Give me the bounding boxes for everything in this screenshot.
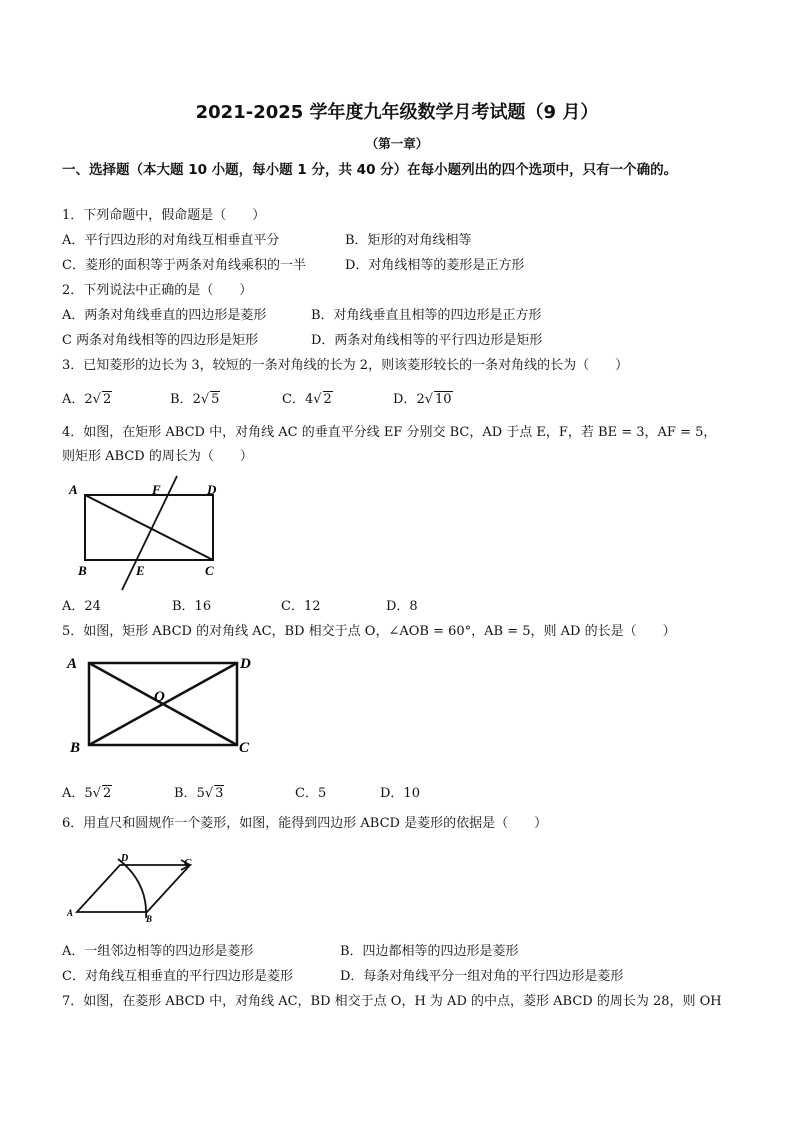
label-o: O [154,689,165,705]
sqrt-icon: √ [92,786,101,801]
q7-stem: 7．如图，在菱形 ABCD 中，对角线 AC，BD 相交于点 O，H 为 AD 的中点，菱形 ABCD 的周长为 28，则 OH [62,994,722,1009]
q3-option-b-label: B． [170,392,193,407]
label-b: B [146,914,153,924]
q5-option-b-radicand: 3 [215,786,224,801]
q5-stem: 5．如图，矩形 ABCD 的对角线 AC，BD 相交于点 O，∠AOB = 60°，AB = 5，则 AD 的长是（ ） [62,624,676,639]
q3-option-d-label: D． [393,392,417,407]
q4-stem-line1: 4．如图，在矩形 ABCD 中，对角线 AC 的垂直平分线 EF 分别交 BC，AD 于点 E，F，若 BE = 3，AF = 5， [62,425,717,440]
label-f: F [152,482,161,497]
q5-option-a [62,786,112,802]
q1-option-a: A．平行四边形的对角线互相垂直平分 [62,233,280,248]
q3-option-c-coef: 4 [304,392,314,407]
q6-option-d: D．每条对角线平分一组对角的平行四边形是菱形 [340,969,624,984]
q5-option-a-label: A． [62,786,85,801]
label-a: A [67,656,78,672]
q4-figure [62,474,232,594]
section-heading: 一、选择题（本大题 10 小题，每小题 1 分，共 40 分）在每小题列出的四个选项中，只有一个确的。 [62,162,678,178]
q5-figure [62,648,262,760]
q3-option-d-radicand: 10 [435,392,452,407]
q3-option-b-radicand: 5 [211,392,220,407]
label-e: E [136,563,145,578]
q1-option-b: B．矩形的对角线相等 [345,233,472,248]
q6-option-b: B．四边都相等的四边形是菱形 [340,944,519,959]
q2-option-a: A．两条对角线垂直的四边形是菱形 [62,308,267,323]
sqrt-icon: √ [204,786,214,801]
q2-option-b: B．对角线垂直且相等的四边形是正方形 [311,308,542,323]
q5-option-a-radicand: 2 [102,786,112,801]
label-b: B [78,563,87,578]
q3-option-a-radicand: 2 [102,392,112,407]
q6-option-a: A．一组邻边相等的四边形是菱形 [62,944,254,959]
q4-option-a: A．24 [62,599,101,614]
label-a: A [69,482,78,497]
q3-option-c [282,392,333,408]
q5-option-d: D．10 [380,786,420,801]
label-c: C [205,563,214,578]
q3-option-a-label: A． [62,392,85,407]
q3-option-d [393,392,453,408]
q6-figure [62,842,202,926]
q1-option-c: C．菱形的面积等于两条对角线乘积的一半 [62,258,306,273]
q4-option-d: D．8 [386,599,418,614]
label-d: D [240,656,251,672]
q4-option-b: B．16 [172,599,212,614]
label-d: D [121,853,129,864]
label-a: A [67,908,74,918]
q3-option-c-radicand: 2 [323,392,332,407]
rhombus-abcd [77,865,190,912]
q5-option-a-coef: 5 [84,786,93,801]
sqrt-icon: √ [424,392,434,407]
diagonal-ac [85,495,213,560]
sqrt-icon: √ [313,392,322,407]
q2-option-d: D．两条对角线相等的平行四边形是矩形 [311,333,543,348]
q2-option-c: C 两条对角线相等的四边形是矩形 [62,333,259,348]
q3-option-b [170,392,220,408]
q4-stem-line2: 则矩形 ABCD 的周长为（ ） [62,449,253,464]
q5-option-c: C．5 [295,786,327,801]
page-subtitle: （第一章） [365,136,429,151]
q3-option-d-coef: 2 [416,392,425,407]
sqrt-icon: √ [92,392,101,407]
q3-option-a [62,392,112,408]
q4-option-c: C．12 [281,599,321,614]
q3-option-b-coef: 2 [192,392,201,407]
perpendicular-bisector-ef [122,476,177,590]
q5-option-b [174,786,224,802]
q1-option-d: D．对角线相等的菱形是正方形 [345,258,525,273]
sqrt-icon: √ [200,392,210,407]
q3-option-a-coef: 2 [84,392,93,407]
q2-stem: 2．下列说法中正确的是（ ） [62,283,253,298]
compass-arc [118,859,146,918]
q3-stem: 3．已知菱形的边长为 3，较短的一条对角线的长为 2，则该菱形较长的一条对角线的长为（ ） [62,358,629,373]
q6-stem: 6．用直尺和圆规作一个菱形，如图，能得到四边形 ABCD 是菱形的依据是（ ） [62,816,548,831]
label-c: C [239,740,250,756]
page-title: 2021-2025 学年度九年级数学月考试题（9 月） [195,102,599,123]
q5-option-b-label: B． [174,786,197,801]
label-b: B [70,740,81,756]
q6-option-c: C．对角线互相垂直的平行四边形是菱形 [62,969,293,984]
q3-option-c-label: C． [282,392,305,407]
label-c: C [184,857,192,869]
q5-option-b-coef: 5 [196,786,205,801]
q1-stem: 1．下列命题中，假命题是（ ） [62,208,266,223]
label-d: D [207,482,217,497]
